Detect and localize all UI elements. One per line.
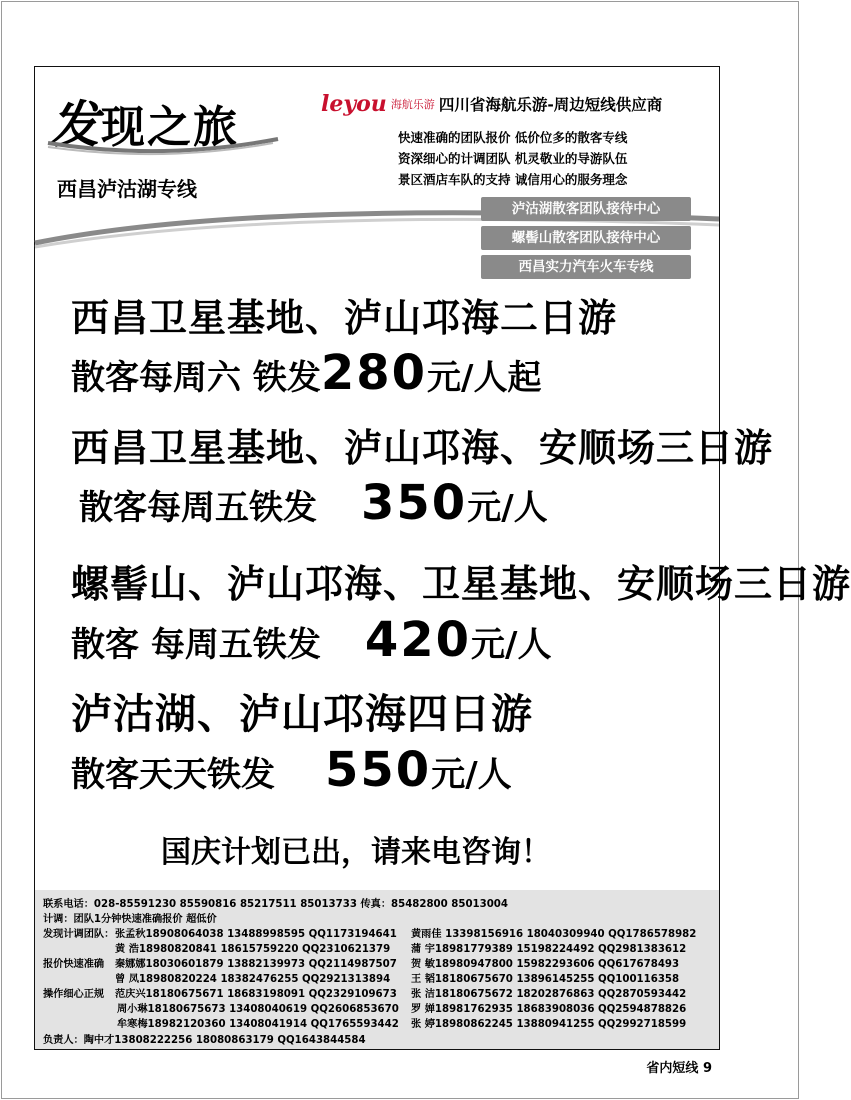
contact-left: 黄 浩18980820841 18615759220 QQ2310621379 [115,944,391,955]
contact-left: 牟寒梅18982120360 13408041914 QQ1765593442 [117,1019,399,1030]
contact-label: 操作细心正规 [43,989,105,1000]
tour-price-unit: 元/人 [471,625,552,665]
slogan-line: 景区酒店车队的支持 诚信用心的服务理念 [398,172,628,187]
contact-right: 王 韬18180675670 13896145255 QQ100116358 [411,974,680,985]
slogans [398,127,627,190]
tour-price: 550 [325,742,432,798]
contact-right: 张 婷18980862245 13880941255 QQ2992718599 [411,1019,687,1030]
contact-left: 范庆兴18180675671 18683198091 QQ2329109673 [115,989,397,1000]
tour-schedule: 散客每周六 铁发 [71,358,321,398]
tour-price-line [71,612,551,668]
tour-price-line [71,345,541,401]
holiday-notice: 国庆计划已出，请来电咨询！ [161,835,551,870]
slogan-line: 资深细心的计调团队 机灵敬业的导游队伍 [398,151,628,166]
tour-price: 350 [361,475,468,531]
tour-schedule: 散客天天铁发 [71,755,275,795]
tour-price-unit: 元/人起 [427,358,542,398]
contact-label: 发现计调团队： [43,929,115,940]
tour-route: 西昌卫星基地、泸山邛海二日游 [71,296,618,340]
phone-line: 联系电话：028-85591230 85590816 85217511 85013733 传真：85482800 85013004 [43,899,508,910]
logo-first-char: 发 [49,95,101,154]
tour-price: 420 [364,612,472,668]
contact-right: 罗 婵18981762935 18683908036 QQ2594878826 [411,1004,687,1015]
tour-route: 泸沽湖、泸山邛海四日游 [71,690,533,738]
tour-schedule: 散客 每周五铁发 [71,625,321,665]
page-footer [646,1057,712,1076]
contact-right: 黄雨佳 13398156916 18040309940 QQ1786578982 [411,929,697,940]
tour-route: 螺髻山、泸山邛海、卫星基地、安顺场三日游 [71,562,851,606]
brand-title: 四川省海航乐游-周边短线供应商 [438,96,663,114]
brand-cn-name: 海航乐游 [390,98,435,111]
contact-label: 报价快速准确 [43,959,105,970]
tour-price-unit: 元/人 [467,488,548,528]
contact-right: 张 洁18180675672 18202876863 QQ2870593442 [411,989,687,1000]
contact-left: 周小琳18180675673 13408040619 QQ2606853670 [117,1004,399,1015]
plan-line: 计调：团队1分钟快速准确报价 超低价 [43,914,217,925]
tour-price-line [71,742,512,798]
contact-left: 张孟秋18908064038 13488998595 QQ1173194641 [115,929,397,940]
subtitle: 西昌泸沽湖专线 [57,177,197,201]
contact-left: 曾 凤18980820224 18382476255 QQ2921313894 [115,974,391,985]
service-centers [481,197,691,284]
logo-swoosh-graphic [43,133,283,157]
brand [321,91,662,117]
center-badge: 西昌实力汽车火车专线 [481,255,691,279]
page-number: 9 [702,1061,712,1076]
tour-price: 280 [320,345,428,401]
tour-schedule: 散客每周五铁发 [79,488,317,528]
center-badge: 泸沽湖散客团队接待中心 [481,197,691,221]
advertisement [34,66,851,1050]
center-badge: 螺髻山散客团队接待中心 [481,226,691,250]
contact-left: 秦娜娜18030601879 13882139973 QQ2114987507 [115,959,397,970]
manager-line: 负责人：陶中才13808222256 18080863179 QQ1643844584 [43,1035,366,1046]
slogan-line: 快速准确的团队报价 低价位多的散客专线 [398,130,628,145]
tour-price-unit: 元/人 [431,755,512,795]
logo [43,85,293,155]
contact-panel [35,890,719,1049]
logo-rest: 现之旅 [101,102,239,153]
tour-route: 西昌卫星基地、泸山邛海、安顺场三日游 [71,426,774,470]
section-name: 省内短线 [646,1061,699,1076]
contact-right: 蒲 宇18981779389 15198224492 QQ2981383612 [411,944,687,955]
tour-price-line [79,475,548,531]
brand-logo: leyou [321,91,387,117]
contact-right: 贺 敏18980947800 15982293606 QQ617678493 [411,959,680,970]
